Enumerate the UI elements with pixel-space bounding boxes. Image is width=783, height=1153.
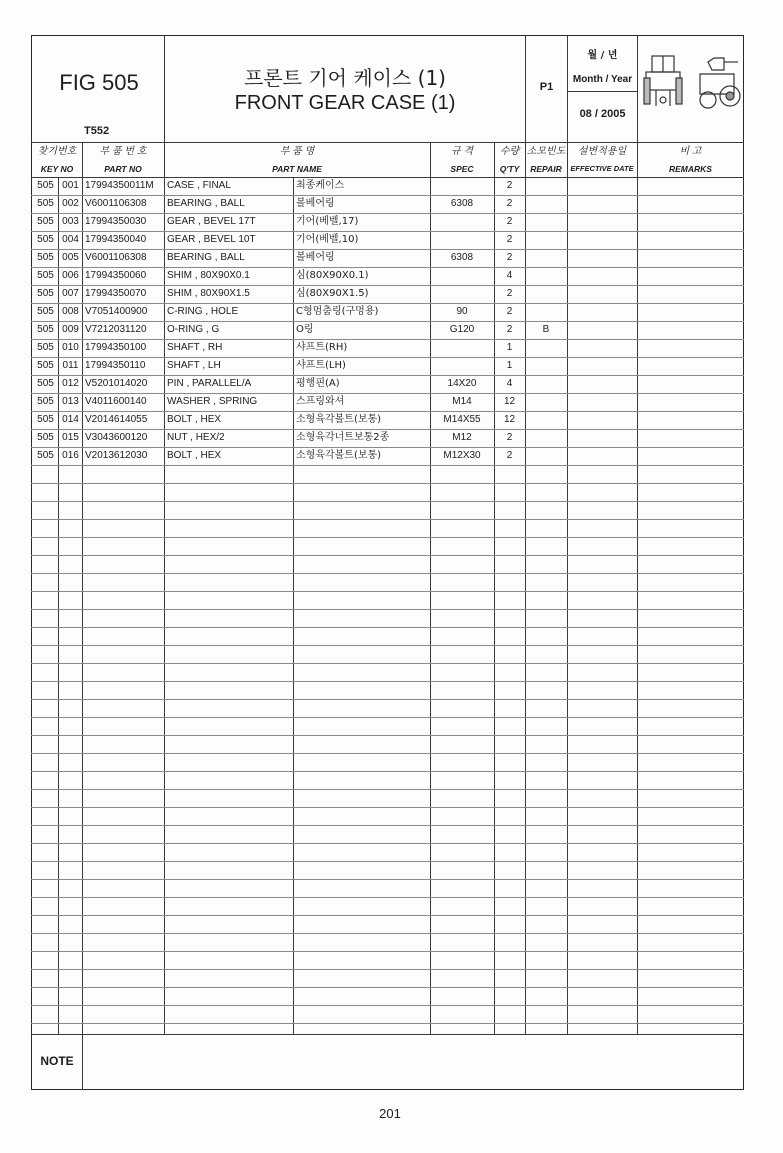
row-line bbox=[31, 897, 744, 898]
cell-name-en: SHAFT , RH bbox=[167, 342, 223, 353]
cell-spec: G120 bbox=[449, 324, 475, 335]
cell-key: 013 bbox=[62, 396, 79, 407]
cell-name-en: NUT , HEX/2 bbox=[167, 432, 225, 443]
cell-name-ko: 소형육각볼트(보통) bbox=[296, 450, 382, 461]
cell-name-en: BEARING , BALL bbox=[167, 252, 245, 263]
row-line bbox=[31, 699, 744, 700]
cell-repair bbox=[525, 393, 567, 411]
page-number: 201 bbox=[379, 1106, 401, 1121]
cell-key: 016 bbox=[62, 450, 79, 461]
cell-name-en: GEAR , BEVEL 10T bbox=[167, 234, 256, 245]
cell-name-ko: 볼베어링 bbox=[296, 198, 335, 209]
col-repair-en: REPAIR bbox=[530, 164, 562, 174]
cell-name-en: BOLT , HEX bbox=[167, 414, 222, 425]
cell-name-ko: C형멈춤링(구멍용) bbox=[296, 306, 379, 317]
header-divider-1 bbox=[164, 35, 165, 142]
cell-name-ko: O링 bbox=[296, 324, 314, 335]
cell-key: 007 bbox=[62, 288, 79, 299]
cell-fig: 505 bbox=[37, 198, 54, 209]
cell-part: 17994350011M bbox=[85, 180, 154, 191]
cell-name-ko: 기어(베벨,17) bbox=[296, 216, 359, 227]
cell-name-ko: 스프링와셔 bbox=[296, 396, 345, 407]
fig-number: FIG 505 bbox=[59, 70, 139, 95]
cell-repair bbox=[525, 411, 567, 429]
row-line bbox=[31, 591, 744, 592]
page-code: P1 bbox=[539, 81, 554, 93]
cell-part: V6001106308 bbox=[85, 198, 147, 209]
cell-key: 002 bbox=[62, 198, 79, 209]
cell-qty: 12 bbox=[503, 414, 516, 425]
cell-repair bbox=[525, 195, 567, 213]
cell-qty: 2 bbox=[506, 288, 513, 299]
cell-repair bbox=[525, 285, 567, 303]
column-line bbox=[637, 142, 638, 1034]
row-line bbox=[31, 555, 744, 556]
cell-name-ko: 소형육각볼트(보통) bbox=[296, 414, 382, 425]
row-line bbox=[31, 645, 744, 646]
row-line bbox=[31, 771, 744, 772]
cell-repair bbox=[525, 339, 567, 357]
cell-spec: M14X55 bbox=[443, 414, 481, 425]
cell-spec bbox=[430, 285, 494, 303]
row-line bbox=[31, 663, 744, 664]
row-line bbox=[31, 861, 744, 862]
cell-name-ko: 기어(베벨,10) bbox=[296, 234, 359, 245]
cell-fig: 505 bbox=[37, 396, 54, 407]
cell-name-ko: 심(80X90X0.1) bbox=[296, 270, 369, 281]
cell-spec: 6308 bbox=[450, 252, 474, 263]
cell-name-en: PIN , PARALLEL/A bbox=[167, 378, 252, 389]
cell-part: V3043600120 bbox=[85, 432, 148, 443]
cell-name-en: C-RING , HOLE bbox=[167, 306, 239, 317]
cell-name-en: SHIM , 80X90X0.1 bbox=[167, 270, 250, 281]
row-line bbox=[31, 969, 744, 970]
row-line bbox=[31, 825, 744, 826]
col-qty-ko: 수량 bbox=[499, 146, 520, 157]
cell-repair bbox=[525, 177, 567, 195]
model-code: T552 bbox=[84, 125, 110, 137]
cell-name-ko: 평행핀(A) bbox=[296, 378, 340, 389]
cell-part: 17994350040 bbox=[85, 234, 147, 245]
cell-spec bbox=[430, 267, 494, 285]
row-line bbox=[31, 537, 744, 538]
cell-fig: 505 bbox=[37, 324, 54, 335]
cell-name-en: GEAR , BEVEL 17T bbox=[167, 216, 256, 227]
cell-fig: 505 bbox=[37, 216, 54, 227]
cell-part: 17994350100 bbox=[85, 342, 147, 353]
col-remarks-ko: 비 고 bbox=[679, 146, 702, 157]
row-line bbox=[31, 735, 744, 736]
cell-repair bbox=[525, 375, 567, 393]
note-label: NOTE bbox=[40, 1054, 74, 1068]
cell-part: V6001106308 bbox=[85, 252, 147, 263]
col-name-en: PART NAME bbox=[272, 164, 322, 174]
cell-spec: 90 bbox=[456, 306, 468, 317]
cell-spec bbox=[430, 177, 494, 195]
col-repair-ko: 소모빈도 bbox=[526, 146, 566, 157]
cell-part: V7212031120 bbox=[85, 324, 147, 335]
cell-qty: 1 bbox=[506, 360, 513, 371]
cell-key: 015 bbox=[62, 432, 79, 443]
cell-part: V5201014020 bbox=[85, 378, 148, 389]
cell-fig: 505 bbox=[37, 450, 54, 461]
cell-key: 012 bbox=[62, 378, 79, 389]
cell-key: 005 bbox=[62, 252, 79, 263]
row-line bbox=[31, 933, 744, 934]
cell-spec bbox=[430, 231, 494, 249]
cell-name-ko: 최종케이스 bbox=[296, 180, 345, 191]
cell-key: 003 bbox=[62, 216, 79, 227]
tractor-icon bbox=[642, 50, 742, 112]
col-eff-ko: 설변적용일 bbox=[577, 146, 627, 157]
cell-spec: M14 bbox=[452, 396, 472, 407]
row-line bbox=[31, 1023, 744, 1024]
column-line bbox=[164, 142, 165, 1034]
cell-qty: 2 bbox=[506, 180, 513, 191]
column-line bbox=[82, 142, 83, 1034]
cell-qty: 12 bbox=[503, 396, 516, 407]
cell-qty: 2 bbox=[506, 252, 513, 263]
cell-qty: 2 bbox=[506, 324, 513, 335]
title-korean: 프론트 기어 케이스 (1) bbox=[244, 66, 446, 90]
row-line bbox=[31, 879, 744, 880]
row-line bbox=[31, 987, 744, 988]
col-key-en: KEY NO bbox=[40, 164, 74, 174]
cell-fig: 505 bbox=[37, 306, 54, 317]
row-line bbox=[31, 951, 744, 952]
cell-name-en: WASHER , SPRING bbox=[167, 396, 258, 407]
cell-fig: 505 bbox=[37, 288, 54, 299]
cell-name-en: BEARING , BALL bbox=[167, 198, 245, 209]
cell-part: V4011600140 bbox=[85, 396, 147, 407]
cell-repair bbox=[525, 231, 567, 249]
cell-qty: 2 bbox=[506, 216, 513, 227]
month-year-korean: 월 / 년 bbox=[587, 50, 618, 61]
header-divider-4 bbox=[637, 35, 638, 142]
cell-qty: 4 bbox=[506, 378, 513, 389]
row-line bbox=[31, 717, 744, 718]
cell-qty: 2 bbox=[506, 450, 513, 461]
cell-qty: 2 bbox=[506, 432, 513, 443]
cell-fig: 505 bbox=[37, 234, 54, 245]
cell-repair bbox=[525, 447, 567, 465]
cell-part: 17994350030 bbox=[85, 216, 147, 227]
row-line bbox=[31, 483, 744, 484]
cell-part: 17994350110 bbox=[85, 360, 146, 371]
cell-name-en: CASE , FINAL bbox=[167, 180, 231, 191]
cell-key: 004 bbox=[62, 234, 79, 245]
cell-repair bbox=[525, 249, 567, 267]
issue-date: 08 / 2005 bbox=[579, 108, 626, 120]
cell-qty: 1 bbox=[506, 342, 513, 353]
title-english: FRONT GEAR CASE (1) bbox=[234, 92, 456, 114]
cell-repair bbox=[525, 303, 567, 321]
col-spec-en: SPEC bbox=[450, 164, 474, 174]
row-line bbox=[31, 807, 744, 808]
cell-repair bbox=[525, 213, 567, 231]
month-year-divider bbox=[567, 91, 637, 92]
cell-part: 17994350070 bbox=[85, 288, 147, 299]
row-line bbox=[31, 843, 744, 844]
cell-name-en: SHAFT , LH bbox=[167, 360, 221, 371]
month-year-english: Month / Year bbox=[572, 74, 633, 85]
cell-repair bbox=[525, 429, 567, 447]
cell-key: 010 bbox=[62, 342, 79, 353]
cell-key: 014 bbox=[62, 414, 79, 425]
cell-name-ko: 샤프트(RH) bbox=[296, 342, 348, 353]
cell-repair bbox=[525, 267, 567, 285]
cell-key: 001 bbox=[62, 180, 79, 191]
col-qty-en: Q'TY bbox=[499, 164, 520, 174]
cell-spec bbox=[430, 213, 494, 231]
row-line bbox=[31, 789, 744, 790]
row-line bbox=[31, 753, 744, 754]
cell-fig: 505 bbox=[37, 270, 54, 281]
cell-fig: 505 bbox=[37, 432, 54, 443]
cell-spec: M12X30 bbox=[443, 450, 481, 461]
cell-fig: 505 bbox=[37, 360, 54, 371]
cell-name-ko: 심(80X90X1.5) bbox=[296, 288, 369, 299]
col-part-ko: 부 품 번 호 bbox=[99, 146, 147, 157]
col-spec-ko: 규 격 bbox=[450, 146, 474, 157]
cell-spec: M12 bbox=[452, 432, 472, 443]
cell-name-en: SHIM , 80X90X1.5 bbox=[167, 288, 250, 299]
cell-qty: 2 bbox=[506, 198, 513, 209]
row-line bbox=[31, 609, 744, 610]
cell-part: V2013612030 bbox=[85, 450, 148, 461]
cell-name-ko: 소형육각너트보통2종 bbox=[296, 432, 390, 443]
col-name-ko: 부 품 명 bbox=[279, 146, 315, 157]
col-key-ko: 찾기번호 bbox=[37, 146, 77, 157]
cell-fig: 505 bbox=[37, 180, 54, 191]
row-line bbox=[31, 681, 744, 682]
row-line bbox=[31, 465, 744, 466]
note-divider bbox=[82, 1034, 83, 1090]
row-line bbox=[31, 915, 744, 916]
cell-qty: 2 bbox=[506, 306, 513, 317]
row-line bbox=[31, 627, 744, 628]
cell-part: V2014614055 bbox=[85, 414, 148, 425]
cell-name-en: BOLT , HEX bbox=[167, 450, 222, 461]
cell-name-ko: 볼베어링 bbox=[296, 252, 335, 263]
cell-spec: 14X20 bbox=[447, 378, 477, 389]
col-remarks-en: REMARKS bbox=[669, 164, 712, 174]
col-eff-en: EFFECTIVE DATE bbox=[570, 164, 634, 173]
col-part-en: PART NO bbox=[104, 164, 142, 174]
subcolumn-line bbox=[293, 177, 294, 1034]
note-top-line bbox=[31, 1034, 744, 1035]
cell-part: V7051400900 bbox=[85, 306, 148, 317]
row-line bbox=[31, 519, 744, 520]
row-line bbox=[31, 573, 744, 574]
cell-key: 006 bbox=[62, 270, 79, 281]
cell-fig: 505 bbox=[37, 378, 54, 389]
column-line bbox=[567, 142, 568, 1034]
cell-repair bbox=[525, 357, 567, 375]
cell-fig: 505 bbox=[37, 414, 54, 425]
cell-name-en: O-RING , G bbox=[167, 324, 220, 335]
cell-spec bbox=[430, 339, 494, 357]
cell-name-ko: 샤프트(LH) bbox=[296, 360, 346, 371]
cell-part: 17994350060 bbox=[85, 270, 147, 281]
cell-fig: 505 bbox=[37, 252, 54, 263]
cell-fig: 505 bbox=[37, 342, 54, 353]
cell-qty: 4 bbox=[506, 270, 513, 281]
row-line bbox=[31, 501, 744, 502]
cell-repair: B bbox=[542, 324, 550, 335]
row-line bbox=[31, 1005, 744, 1006]
cell-spec: 6308 bbox=[450, 198, 474, 209]
cell-key: 009 bbox=[62, 324, 79, 335]
cell-qty: 2 bbox=[506, 234, 513, 245]
cell-key: 011 bbox=[62, 360, 79, 371]
cell-spec bbox=[430, 357, 494, 375]
cell-key: 008 bbox=[62, 306, 79, 317]
